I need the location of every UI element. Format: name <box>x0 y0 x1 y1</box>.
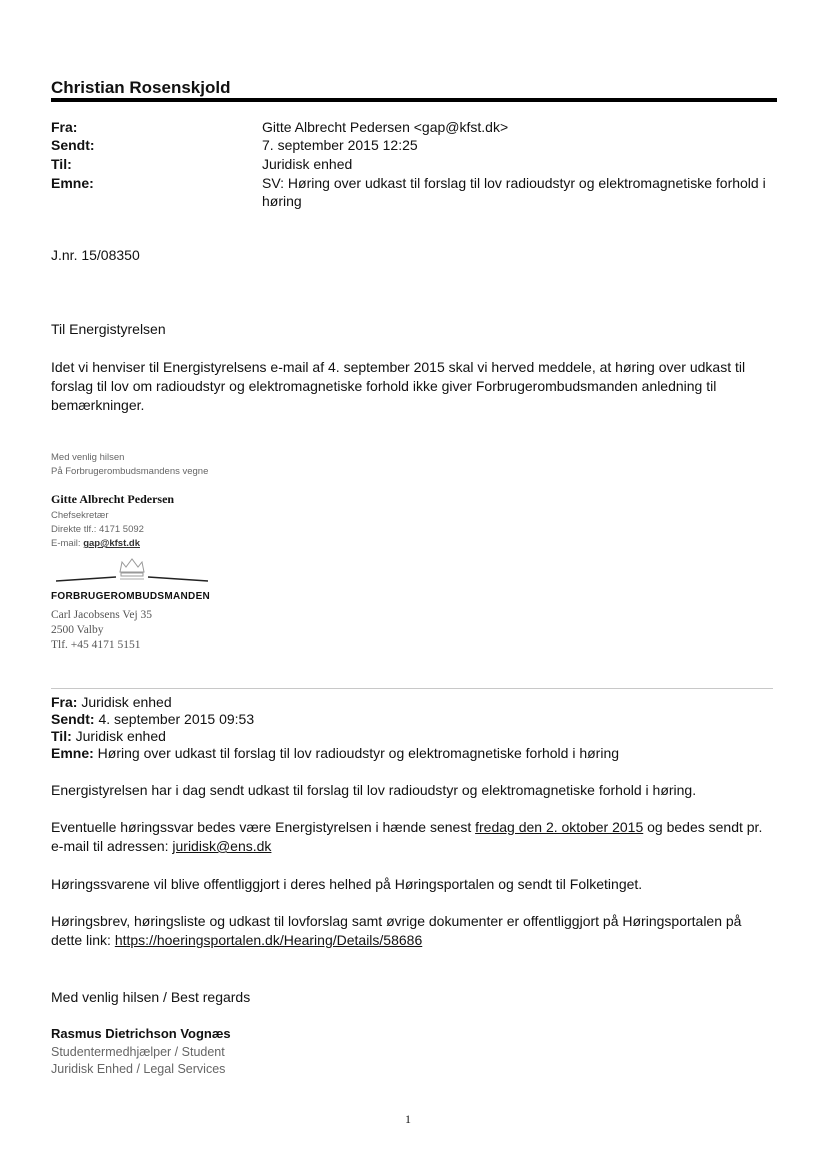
fwd-to-value: Juridisk enhed <box>71 728 166 744</box>
hearing-portal-link[interactable]: https://hoeringsportalen.dk/Hearing/Details/58686 <box>114 932 423 948</box>
message-separator <box>51 688 773 689</box>
greeting: Til Energistyrelsen <box>51 321 166 337</box>
address-phone: Tlf. +45 4171 5151 <box>51 639 141 651</box>
reply-email-link[interactable]: juridisk@ens.dk <box>172 838 272 854</box>
fwd-to <box>51 728 166 745</box>
fwd-subject-label: Emne: <box>51 745 94 761</box>
fwd-paragraph-4 <box>51 912 771 950</box>
fwd-closing: Med venlig hilsen / Best regards <box>51 989 251 1005</box>
fwd-paragraph-3: Høringssvarene vil blive offentliggjort i deres helhed på Høringsportalen og sendt til Folketinget. <box>51 876 643 892</box>
fwd-to-label: Til: <box>51 728 72 744</box>
fwd-sender-name: Rasmus Dietrichson Vognæs <box>51 1026 231 1041</box>
signature-phone: Direkte tlf.: 4171 5092 <box>51 524 144 535</box>
crown-logo-icon <box>56 556 208 590</box>
fwd-paragraph-1: Energistyrelsen har i dag sendt udkast til forslag til lov radioudstyr og elektromagnetiske forhold i høring. <box>51 782 697 798</box>
from-value: Gitte Albrecht Pedersen <gap@kfst.dk> <box>262 119 509 135</box>
fwd-subject <box>51 745 619 762</box>
fwd-sender-unit: Juridisk Enhed / Legal Services <box>51 1062 226 1076</box>
fwd-paragraph-2 <box>51 818 771 856</box>
sent-label: Sendt: <box>51 137 95 153</box>
fwd-subject-value: Høring over udkast til forslag til lov radioudstyr og elektromagnetiske forhold i høring <box>93 745 620 761</box>
org-wordmark: FORBRUGEROMBUDSMANDEN <box>51 591 211 602</box>
subject-label: Emne: <box>51 175 94 191</box>
signature-name: Gitte Albrecht Pedersen <box>51 492 175 506</box>
page-number: 1 <box>405 1112 411 1126</box>
email-owner-name: Christian Rosenskjold <box>51 78 231 97</box>
to-value: Juridisk enhed <box>262 156 353 172</box>
signature-behalf: På Forbrugerombudsmandens vegne <box>51 466 209 477</box>
address-city: 2500 Valby <box>51 624 104 636</box>
fwd-sent-label: Sendt: <box>51 711 95 727</box>
address-street: Carl Jacobsens Vej 35 <box>51 609 153 621</box>
signature-email-link[interactable]: gap@kfst.dk <box>83 538 140 549</box>
fwd-from-label: Fra: <box>51 694 78 710</box>
reply-paragraph: Idet vi henviser til Energistyrelsens e-mail af 4. september 2015 skal vi herved meddele, at høring over udkast til forslag til lov om radioudstyr og elektromagnetiske forhold ikke giver Forbrugerombudsmanden anledning til bemærkninger. <box>51 359 746 413</box>
header-rule <box>51 98 777 102</box>
fwd-sent-value: 4. september 2015 09:53 <box>94 711 255 727</box>
portal-intro: Høringsbrev, høringsliste og udkast til lovforslag samt øvrige dokumenter er offentliggjort på Høringsportalen på dette link: <box>51 913 742 948</box>
sent-value: 7. september 2015 12:25 <box>262 137 418 153</box>
fwd-from <box>51 694 172 711</box>
fwd-from-value: Juridisk enhed <box>77 694 172 710</box>
deadline-outro: og bedes sendt pr. e-mail til adressen: <box>51 819 763 854</box>
signature-closing: Med venlig hilsen <box>51 452 125 463</box>
deadline-link[interactable]: fredag den 2. oktober 2015 <box>475 819 644 835</box>
deadline-intro: Eventuelle høringssvar bedes være Energistyrelsen i hænde senest <box>51 819 476 835</box>
signature-title: Chefsekretær <box>51 510 109 521</box>
signature-email-label: E-mail: <box>51 538 84 549</box>
signature-email-line <box>51 537 140 550</box>
subject-value: SV: Høring over udkast til forslag til lov radioudstyr og elektromagnetiske forhold i høring <box>262 175 766 209</box>
to-label: Til: <box>51 156 72 172</box>
fwd-sent <box>51 711 254 728</box>
fwd-sender-title: Studentermedhjælper / Student <box>51 1045 225 1059</box>
from-label: Fra: <box>51 119 78 135</box>
journal-number: J.nr. 15/08350 <box>51 247 140 263</box>
